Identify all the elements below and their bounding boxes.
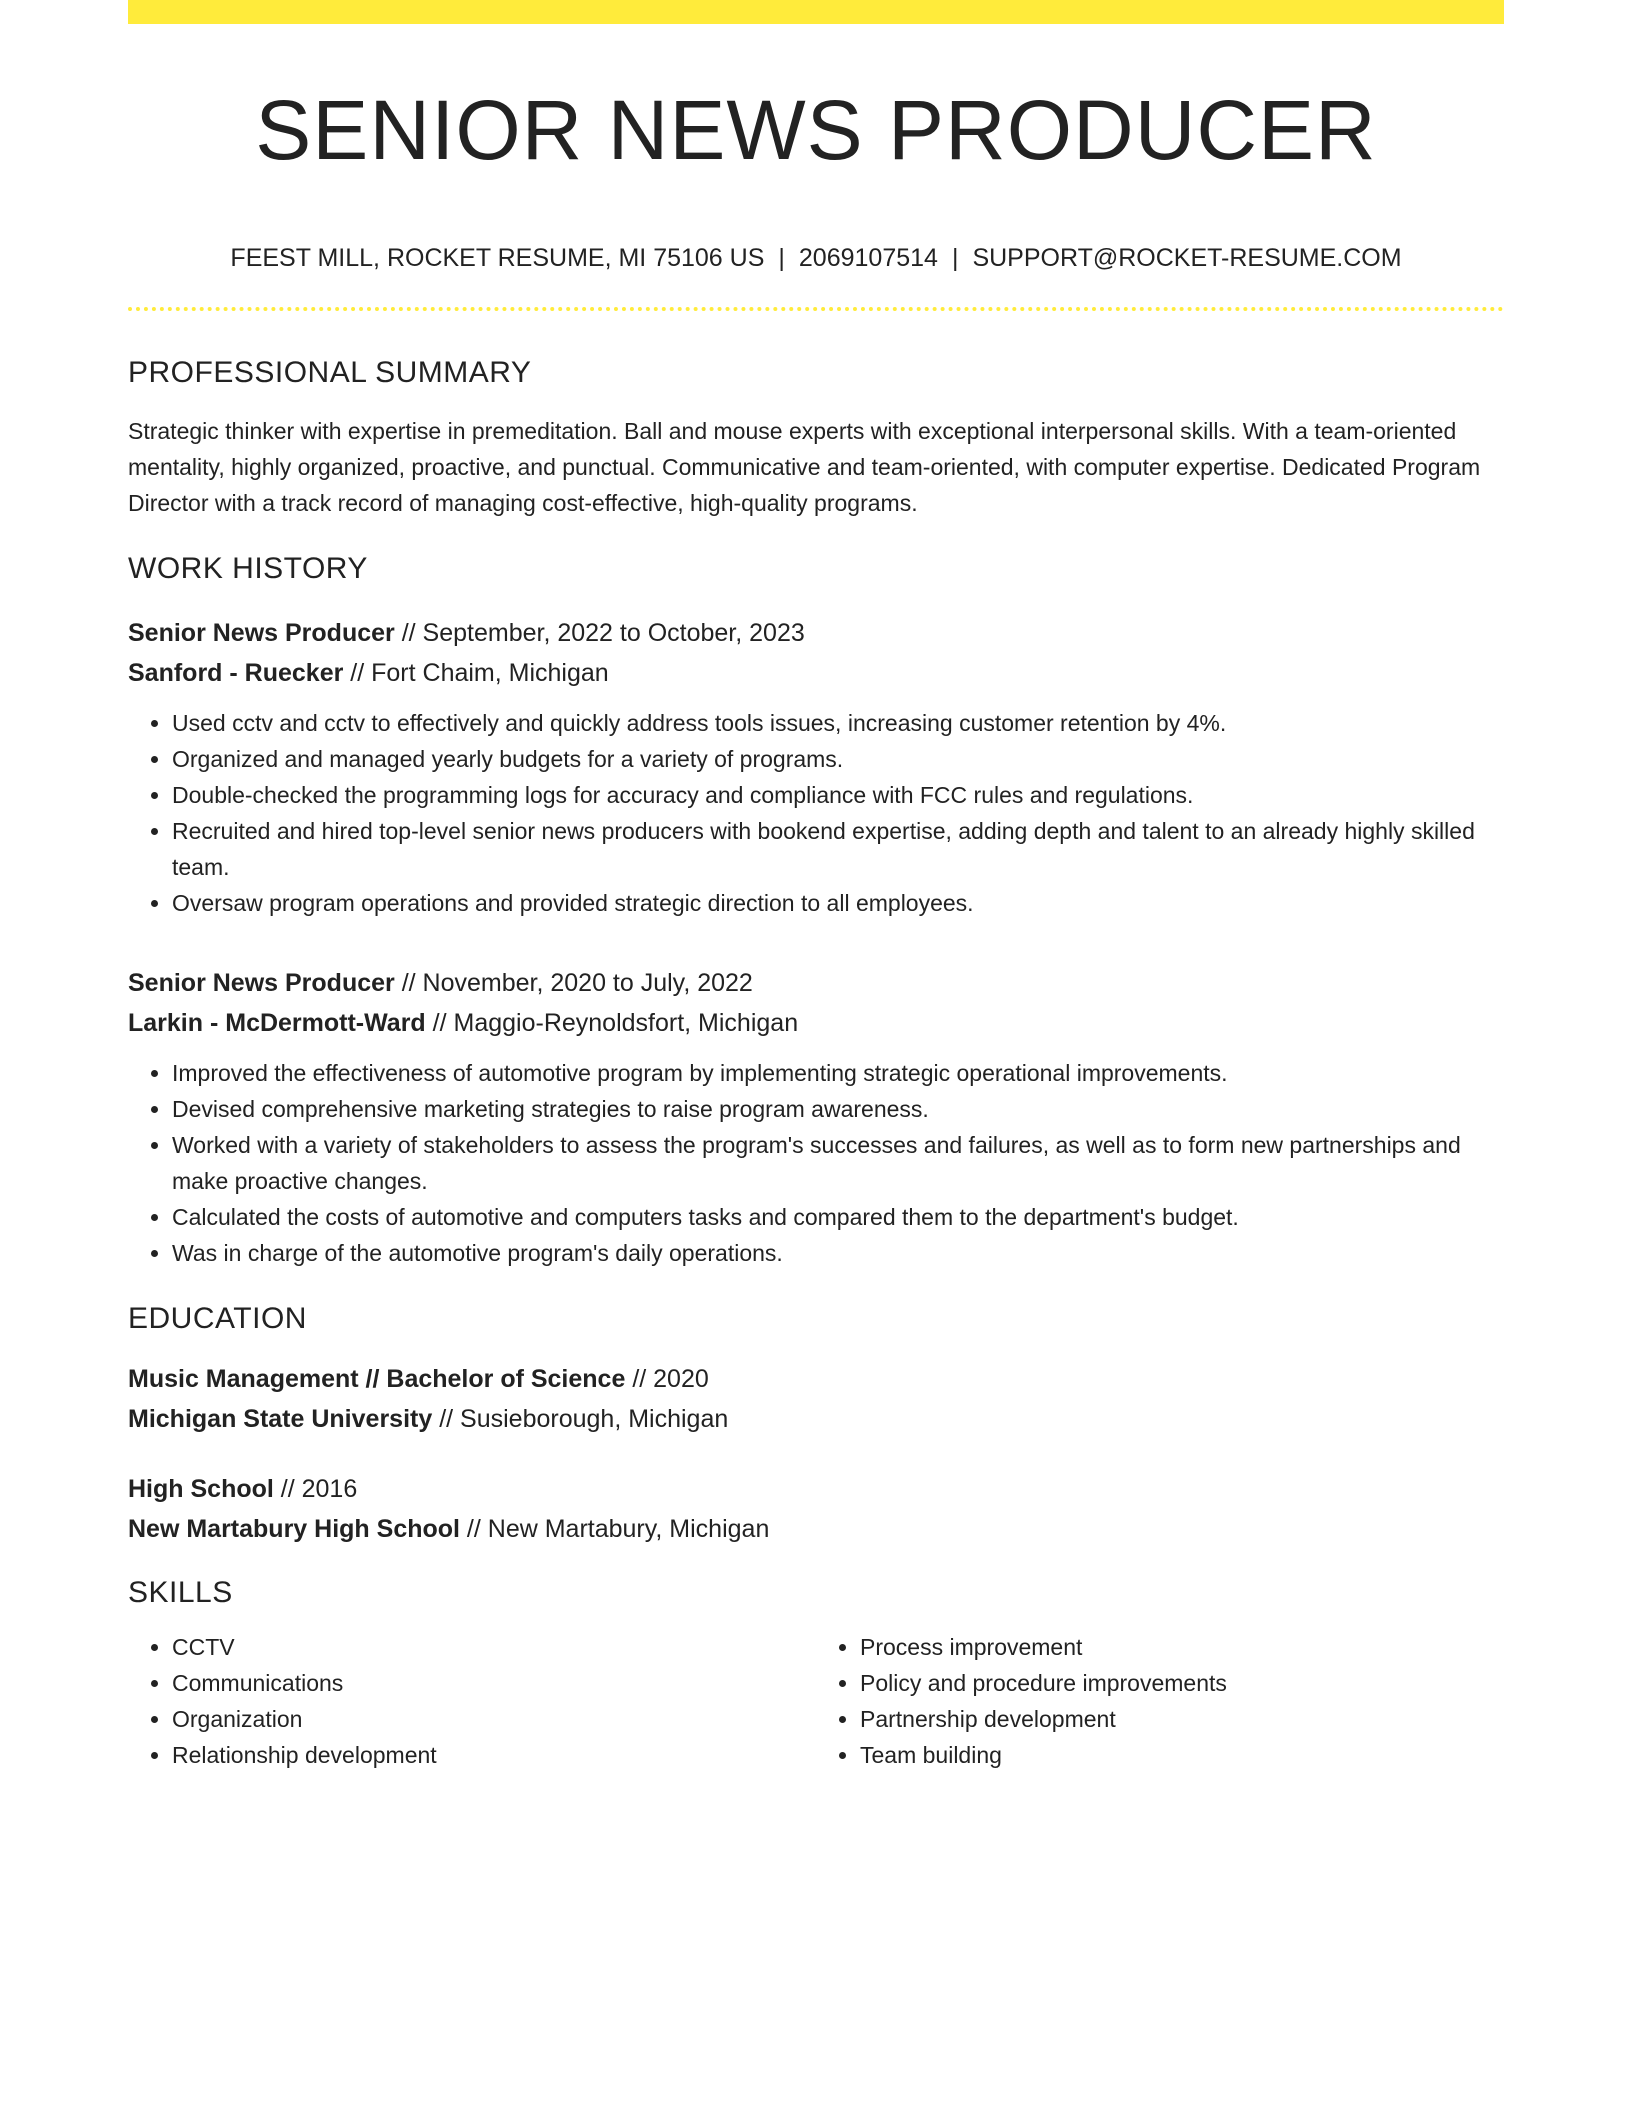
job-title-line	[128, 963, 1504, 1003]
skills-heading: SKILLS	[128, 1575, 233, 1609]
skill-item: • Partnership development	[860, 1701, 1504, 1737]
skills-column-left	[128, 1629, 816, 1773]
skill-item: • Relationship development	[172, 1737, 816, 1773]
job-entry	[128, 613, 1504, 921]
education-entry	[128, 1359, 1504, 1439]
contact-separator: |	[778, 243, 785, 272]
education-year: // 2020	[625, 1364, 709, 1393]
education-degree-line	[128, 1359, 1504, 1399]
education-degree: High School	[128, 1474, 274, 1503]
skill-item: • Organization	[172, 1701, 816, 1737]
job-entry	[128, 963, 1504, 1271]
job-bullets	[128, 1055, 1504, 1271]
job-location: // Fort Chaim, Michigan	[343, 658, 609, 687]
contact-line	[128, 243, 1504, 273]
job-company: Larkin - McDermott-Ward	[128, 1008, 426, 1037]
job-company-line	[128, 1003, 1504, 1043]
job-company: Sanford - Ruecker	[128, 658, 344, 687]
job-bullet: • Used cctv and cctv to effectively and quickly address tools issues, increasing customer retention by 4%.	[172, 705, 1504, 741]
education-entry	[128, 1469, 1504, 1549]
job-dates: // September, 2022 to October, 2023	[394, 618, 805, 647]
education-degree-line	[128, 1469, 1504, 1509]
skill-item: • CCTV	[172, 1629, 816, 1665]
skills-column-right	[816, 1629, 1504, 1773]
work-history-heading: WORK HISTORY	[128, 551, 368, 585]
job-bullet: • Was in charge of the automotive program's daily operations.	[172, 1235, 1504, 1271]
job-title-line	[128, 613, 1504, 653]
dotted-divider	[128, 307, 1504, 311]
job-bullet: • Calculated the costs of automotive and computers tasks and compared them to the department's budget.	[172, 1199, 1504, 1235]
education-school: New Martabury High School	[128, 1514, 460, 1543]
skill-item: • Team building	[860, 1737, 1504, 1773]
job-bullet: • Oversaw program operations and provided strategic direction to all employees.	[172, 885, 1504, 921]
contact-email: SUPPORT@ROCKET-RESUME.COM	[972, 243, 1402, 272]
job-location: // Maggio-Reynoldsfort, Michigan	[425, 1008, 799, 1037]
job-bullet: • Improved the effectiveness of automotive program by implementing strategic operational improvements.	[172, 1055, 1504, 1091]
job-position: Senior News Producer	[128, 618, 395, 647]
job-bullet: • Recruited and hired top-level senior news producers with bookend expertise, adding depth and talent to an already highly skilled team.	[172, 813, 1504, 885]
summary-heading: PROFESSIONAL SUMMARY	[128, 355, 532, 389]
job-position: Senior News Producer	[128, 968, 395, 997]
education-school: Michigan State University	[128, 1404, 433, 1433]
education-heading: EDUCATION	[128, 1301, 307, 1335]
skills-list	[128, 1629, 1504, 1773]
skill-item: • Policy and procedure improvements	[860, 1665, 1504, 1701]
education-location: // New Martabury, Michigan	[459, 1514, 770, 1543]
job-company-line	[128, 653, 1504, 693]
education-school-line	[128, 1509, 1504, 1549]
contact-address: FEEST MILL, ROCKET RESUME, MI 75106 US	[230, 243, 765, 272]
summary-text: Strategic thinker with expertise in premeditation. Ball and mouse experts with exceptional interpersonal skills. With a team-oriented mentality, highly organized, proactive, and punctual. Communicative and team-oriented, with computer expertise. Dedicated Program Director with a track record of managing cost-effective, high-quality programs.	[128, 417, 1481, 516]
job-bullet: • Worked with a variety of stakeholders to assess the program's successes and failures, as well as to form new partnerships and make proactive changes.	[172, 1127, 1504, 1199]
contact-separator: |	[951, 243, 959, 272]
skill-item: • Communications	[172, 1665, 816, 1701]
job-bullet: • Double-checked the programming logs for accuracy and compliance with FCC rules and regulations.	[172, 777, 1504, 813]
resume-page	[128, 0, 1504, 1773]
education-year: // 2016	[273, 1474, 358, 1503]
education-location: // Susieborough, Michigan	[432, 1404, 729, 1433]
job-dates: // November, 2020 to July, 2022	[394, 968, 753, 997]
resume-title: SENIOR NEWS PRODUCER	[255, 83, 1377, 177]
top-accent-bar	[128, 0, 1504, 24]
job-bullet: • Organized and managed yearly budgets for a variety of programs.	[172, 741, 1504, 777]
contact-phone: 2069107514	[798, 243, 938, 272]
skill-item: • Process improvement	[860, 1629, 1504, 1665]
education-school-line	[128, 1399, 1504, 1439]
job-bullet: • Devised comprehensive marketing strategies to raise program awareness.	[172, 1091, 1504, 1127]
job-bullets	[128, 705, 1504, 921]
education-degree: Music Management // Bachelor of Science	[128, 1364, 626, 1393]
